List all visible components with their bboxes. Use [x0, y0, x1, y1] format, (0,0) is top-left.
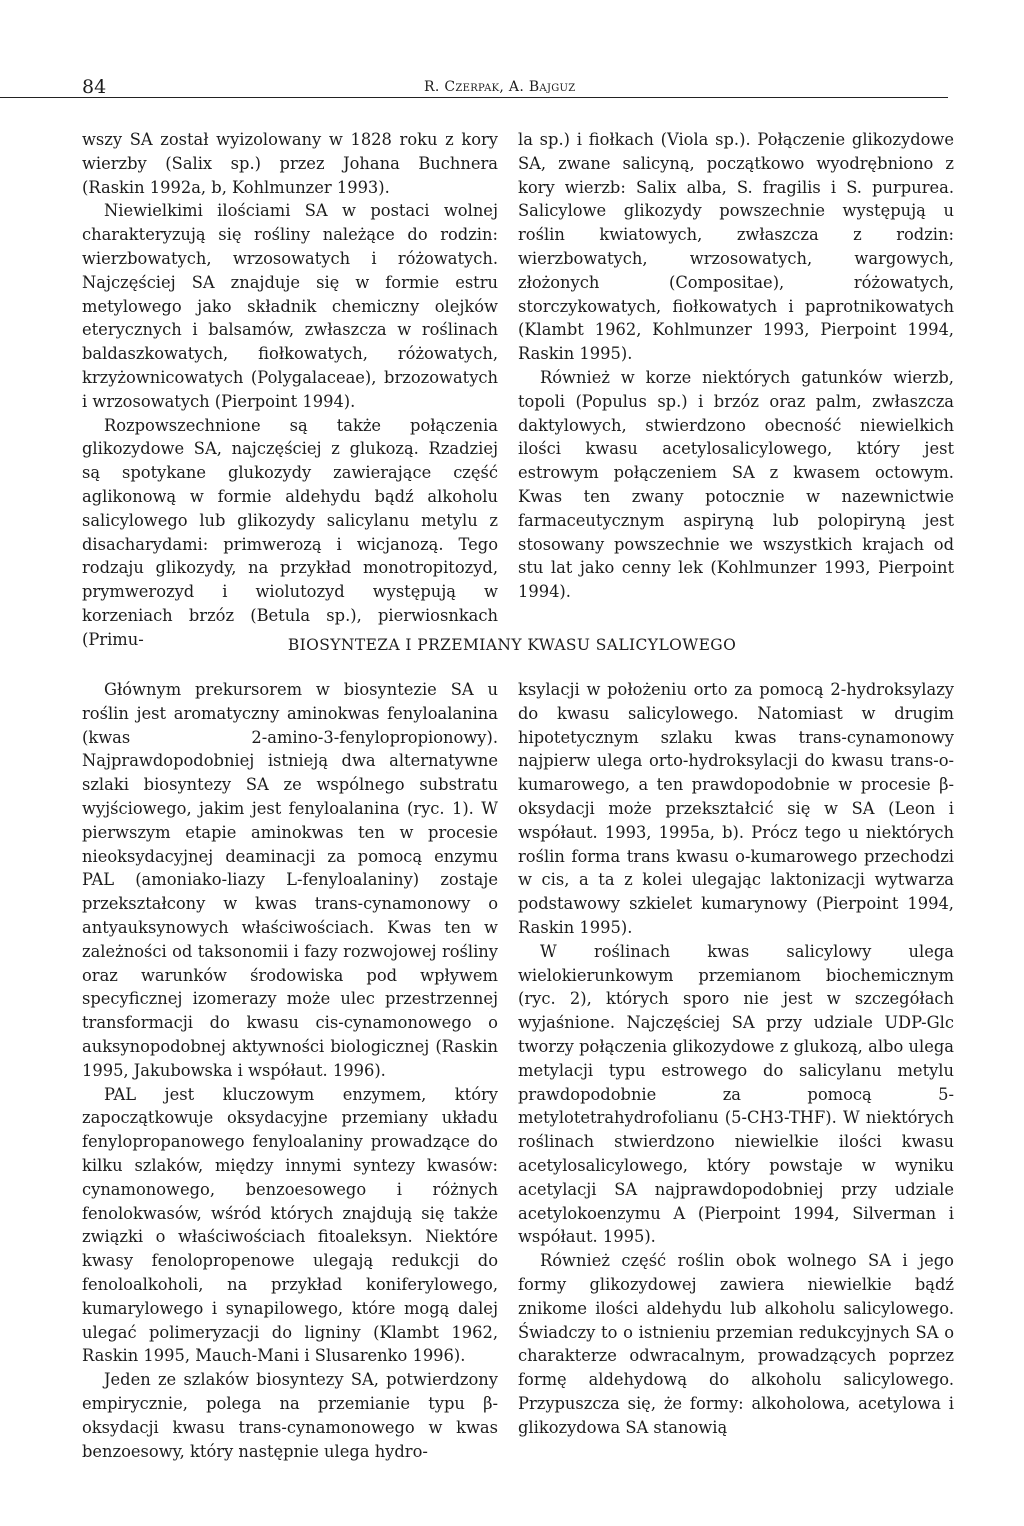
paragraph: wszy SA został wyizolowany w 1828 roku z kory wierzby (Salix sp.) przez Johana Buchnera (Raskin 1992a, b, Kohlmunzer 1993).: [82, 130, 498, 197]
running-head-authors: R. Czerpak, A. Bajguz: [424, 79, 576, 95]
section-heading: BIOSYNTEZA I PRZEMIANY KWASU SALICYLOWEGO: [287, 636, 737, 654]
bottom-left-column: [82, 678, 498, 1463]
paragraph: Jeden ze szlaków biosyntezy SA, potwierdzony empirycznie, polega na przemianie typu β-oksydacji kwasu trans-cynamonowego w kwas benzoesowy, który następnie ulega hydro-: [82, 1370, 498, 1461]
paragraph: PAL jest kluczowym enzymem, który zapoczątkowuje oksydacyjne przemiany układu fenylopropanowego fenyloalaniny prowadzące do kilku szlaków, między innymi syntezy kwasów: cynamonowego, benzoesowego i różnych fenolokwasów, wśród których znajdują się także związki o właściwościach fitoaleksyn. Niektóre kwasy fenolopropenowe ulegają redukcji do fenoloalkoholi, na przykład koniferylowego, kumarylowego i synapilowego, które mogą dalej ulegać polimeryzacji do ligniny (Klambt 1962, Raskin 1995, Mauch-Mani i Slusarenko 1996).: [82, 1084, 498, 1366]
paragraph: ksylacji w położeniu orto za pomocą 2-hydroksylazy do kwasu salicylowego. Natomiast w drugim hipotetycznym szlaku kwas trans-cynamonowy najpierw ulega orto-hydroksylacji do kwasu trans-o-kumarowego, a ten prawdopodobnie w procesie β-oksydacji może przekształcić się w SA (Leon i współaut. 1993, 1995a, b). Prócz tego u niektórych roślin forma trans kwasu o-kumarowego przechodzi w cis, a ta z kolei ulegając laktonizacji wytwarza podstawowy szkielet kumarynowy (Pierpoint 1994, Raskin 1995).: [518, 680, 954, 937]
paragraph: Rozpowszechnione są także połączenia glikozydowe SA, najczęściej z glukozą. Rzadziej są spotykane glukozydy zawierające część aglikonową w formie aldehydu bądź alkoholu salicylowego lub glikozydy salicylanu metylu z disacharydami: primwerozą i wicjanozą. Tego rodzaju glikozydy, na przykład monotropitozyd, prymwerozyd i wiolutozyd występują w korzeniach brzóz (Betula sp.), pierwiosnkach (Primu-: [82, 415, 498, 649]
paragraph: Również część roślin obok wolnego SA i jego formy glikozydowej zawiera niewielkie bądź znikome ilości aldehydu lub alkoholu salicylowego. Świadczy to o istnieniu przemian redukcyjnych SA o charakterze odwracalnym, prowadzących poprzez formę aldehydową do alkoholu salicylowego. Przypuszcza się, że formy: alkoholowa, acetylowa i glikozydowa SA stanowią: [518, 1251, 954, 1437]
top-right-column: [518, 128, 954, 604]
paragraph: W roślinach kwas salicylowy ulega wielokierunkowym przemianom biochemicznym (ryc. 2), których sporo nie jest w szczegółach wyjaśnione. Najczęściej SA przy udziale UDP-Glc tworzy połączenia glikozydowe z glukozą, albo ulega metylacji typu estrowego do salicylanu metylu prawdopodobnie za pomocą 5-metylotetrahydrofolianu (5-CH3-THF). W niektórych roślinach stwierdzono niewielkie ilości kwasu acetylosalicylowego, który powstaje w wyniku acetylacji SA najprawdopodobniej przy udziale acetylokoenzymu A (Pierpoint 1994, Silverman i współaut. 1995).: [518, 941, 954, 1247]
paragraph: Również w korze niektórych gatunków wierzb, topoli (Populus sp.) i brzóz oraz palm, zwłaszcza daktylowych, stwierdzono obecność niewielkich ilości kwasu acetylosalicylowego, który jest estrowym połączeniem SA z kwasem octowym. Kwas ten zwany potocznie w nazewnictwie farmaceutycznym aspiryną lub polopiryną jest stosowany powszechnie we wszystkich krajach od stu lat jako cenny lek (Kohlmunzer 1993, Pierpoint 1994).: [518, 367, 954, 602]
page-header: [82, 76, 948, 102]
paragraph: Głównym prekursorem w biosyntezie SA u roślin jest aromatyczny aminokwas fenyloalanina (kwas 2-amino-3-fenylopropionowy). Najprawdopodobniej istnieją dwa alternatywne szlaki biosyntezy SA ze wspólnego substratu wyjściowego, jakim jest fenyloalanina (ryc. 1). W pierwszym etapie aminokwas ten w procesie nieoksydacyjnej deaminacji za pomocą enzymu PAL (amoniako-liazy L-fenyloalaniny) zostaje przekształcony w kwas trans-cynamonowy o antyauksynowych właściwościach. Kwas ten w zależności od taksonomii i fazy rozwojowej rośliny oraz warunków środowiska pod wpływem specyficznej izomerazy może ulec przestrzennej transformacji do kwasu cis-cynamonowego o auksynopodobnej aktywności biologicznej (Raskin 1995, Jakubowska i współaut. 1996).: [82, 680, 498, 1080]
paragraph: la sp.) i fiołkach (Viola sp.). Połączenie glikozydowe SA, zwane salicyną, początkowo wyodrębniono z kory wierzb: Salix alba, S. fragilis i S. purpurea. Salicylowe glikozydy powszechnie występują u roślin kwiatowych, zwłaszcza z rodzin: wierzbowatych, wrzosowatych, wargowych, złożonych (Compositae), różowatych, storczykowatych, fiołkowatych i paprotnikowatych (Klambt 1962, Kohlmunzer 1993, Pierpoint 1994, Raskin 1995).: [518, 130, 954, 364]
page-number: 84: [82, 76, 107, 98]
top-left-column: [82, 128, 498, 652]
header-rule: [0, 97, 948, 98]
bottom-right-column: [518, 678, 954, 1440]
paragraph: Niewielkimi ilościami SA w postaci wolnej charakteryzują się rośliny należące do rodzin: wierzbowatych, wrzosowatych i różowatych. Najczęściej SA znajduje się w formie estru metylowego jako składnik chemiczny olejków eterycznych i balsamów, zwłaszcza w roślinach baldaszkowatych, fiołkowatych, różowatych, krzyżownicowatych (Polygalaceae), brzozowatych i wrzosowatych (Pierpoint 1994).: [82, 201, 498, 411]
